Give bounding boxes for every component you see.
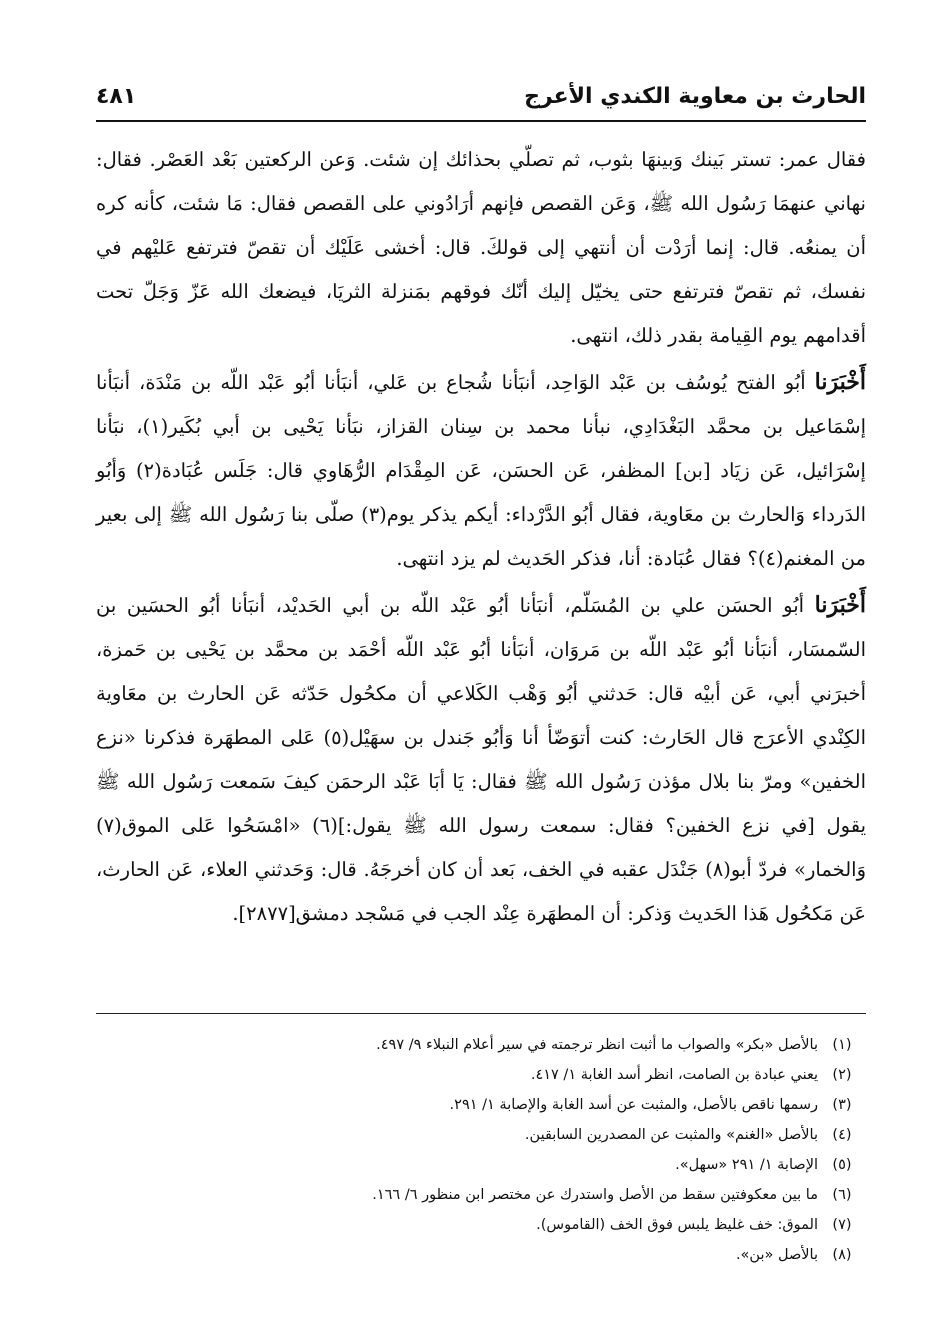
footnote-number: (٥) — [832, 1157, 852, 1173]
header-rule — [96, 120, 866, 122]
page-header — [96, 78, 866, 118]
paragraph-2-lead: أَخْبَرَنا — [814, 369, 866, 395]
footnote-item — [96, 1090, 866, 1120]
running-title: الحارث بن معاوية الكندي الأعرج — [524, 84, 866, 109]
paragraph-3-text: أبُو الحسَن علي بن المُسَلّم، أنبَأنا أبُو عَبْد اللّه بن أبي الحَديْد، أنبَأنا أبُو الحسَين بن السّمسَار، أنبَأنا أبُو عَبْد اللّه بن مَروَان، أنبَأنا أبُو عَبْد اللّه أحْمَد بن محمَّد بن يَحْيى بن حَمزة، أخبرَني أبي، عَن أبيْه قال: حَدثني أبُو وَهْب الكَلاعي أن مكحُول حَدّثه عَن الحارث بن معَاوية الكِنْدي الأعرَج قال الحَارث: كنت أتوَضّأ أنا وَأبُو جَندل بن سهَيْل(٥) عَلى المطهَرة فذكرنا «نزع الخفين» ومرّ بنا بلال مؤذن رَسُول الله ﷺ فقال: يَا أبَا عَبْد الرحمَن كيفَ سَمعت رَسُول الله ﷺ يقول [في نزع الخفين؟ فقال: سمعت رسول الله ﷺ يقول:](٦) «امْسَحُوا عَلى الموق(٧) وَالخمار» فردّ أبو(٨) جَنْدَل عقبه في الخف، بَعد أن كان أخرجَهُ. قال: وَحَدثني العلاء، عَن الحارث، عَن مَكحُول هَذا الحَديث وَذكر: أن المطهَرة عِنْد الجب في مَسْجد دمشق[٢٨٧٧]. — [96, 594, 866, 925]
footnote-number: (٣) — [832, 1097, 852, 1113]
footnote-text: رسمها ناقص بالأصل، والمثبت عن أسد الغابة والإصابة ١/ ٢٩١. — [449, 1097, 818, 1113]
footnote-number: (٦) — [832, 1187, 852, 1203]
footnote-text: بالأصل «بن». — [735, 1247, 818, 1263]
footnote-item — [96, 1060, 866, 1090]
footnote-rule — [96, 1013, 866, 1014]
paragraph-1 — [96, 138, 866, 358]
footnote-number: (٧) — [832, 1217, 852, 1233]
main-text — [96, 138, 866, 936]
footnote-number: (١) — [832, 1037, 852, 1053]
paragraph-3 — [96, 583, 866, 936]
footnote-item — [96, 1030, 866, 1060]
paragraph-2-text: أبُو الفتح يُوسُف بن عَبْد الوَاحِد، أنبَأنا شُجاع بن عَلي، أنبَأنا أبُو عَبْد اللّه بن مَنْدَة، أنبَأنا إسْمَاعيل بن محمَّد البَغْدَادِي، نبأنا محمد بن سِنان القزاز، نبَأنا يَحْيى بن أبي بُكَير(١)، نبَأنا إسْرَائيل، عَن زيَاد [بن] المظفر، عَن الحسَن، عَن المِقْدَام الرُّهَاوي قال: جَلَس عُبَادة(٢) وَأبُو الدَرداء وَالحارث بن معَاوية، فقال أبُو الدَّرْداء: أيكم يذكر يوم(٣) صلّى بنا رَسُول الله ﷺ إلى بعير من المغنم(٤)؟ فقال عُبَادة: أنا، فذكر الحَديث لم يزد انتهى. — [96, 371, 866, 570]
footnote-item — [96, 1120, 866, 1150]
footnote-text: بالأصل «الغنم» والمثبت عن المصدرين السابقين. — [524, 1127, 818, 1143]
footnote-item — [96, 1150, 866, 1180]
footnote-text: الإصابة ١/ ٢٩١ «سهل». — [675, 1157, 818, 1173]
footnote-item — [96, 1240, 866, 1270]
footnote-number: (٨) — [832, 1247, 852, 1263]
footnote-text: بالأصل «بكر» والصواب ما أثبت انظر ترجمته في سير أعلام النبلاء ٩/ ٤٩٧. — [376, 1037, 818, 1053]
footnote-number: (٢) — [832, 1067, 852, 1083]
footnote-item — [96, 1180, 866, 1210]
paragraph-1-text: فقال عمر: تستر بَينك وَبينهَا بثوب، ثم تصلّي بحذائك إن شئت. وَعن الركعتين بَعْد العَصْر. فقال: نهاني عنهمَا رَسُول الله ﷺ، وَعَن القصص فإنهم أرَادُوني على القصص فقال: مَا شئت، كأنه كره أن يمنعُه. قال: إنما أرَدْت أن أنتهي إلى قولكَ. قال: أخشى عَلَيْك أن تقصّ فترتفع عَليْهم في نفسك، ثم تقصّ فترتفع حتى يخيّل إليك أنّك فوقهم بمَنزلة الثريَا، فيضعك الله عَزّ وَجَلّ تحت أقدامهم يوم القِيامة بقدر ذلك، انتهى. — [96, 148, 866, 347]
footnote-item — [96, 1210, 866, 1240]
paragraph-2 — [96, 360, 866, 581]
footnote-text: ما بين معكوفتين سقط من الأصل واستدرك عن مختصر ابن منظور ٦/ ١٦٦. — [372, 1187, 818, 1203]
footnote-number: (٤) — [832, 1127, 852, 1143]
footnote-text: يعني عبادة بن الصامت، انظر أسد الغابة ١/ ٤١٧. — [530, 1067, 818, 1083]
footnote-text: الموق: خف غليظ يلبس فوق الخف (القاموس). — [536, 1217, 818, 1233]
paragraph-3-lead: أَخْبَرَنا — [814, 592, 866, 618]
page-number: ٤٨١ — [96, 84, 137, 109]
footnotes — [96, 1030, 866, 1270]
